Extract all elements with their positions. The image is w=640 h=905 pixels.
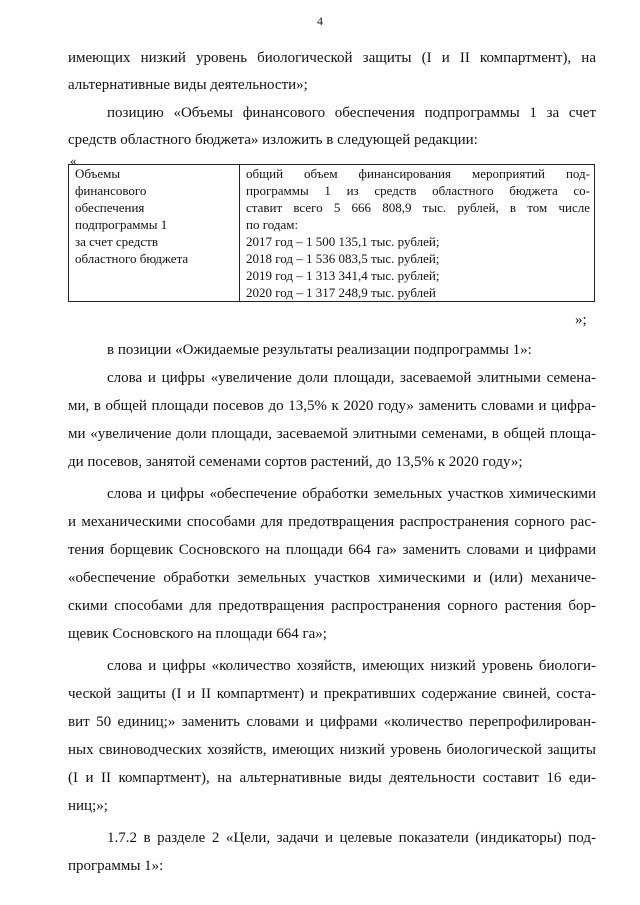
label-line: финансового — [75, 183, 147, 198]
text-line: скими способами для предотвращения распространения сорного растения бор- — [68, 598, 596, 614]
text-line: имеющих низкий уровень биологической защиты (I и II компартмент), на — [68, 50, 596, 66]
text-line: и механическими способами для предотвращения распространения сорного рас- — [68, 514, 596, 530]
text-line: вит 50 единиц;» заменить словами и цифрами «количество перепрофилирован- — [68, 714, 596, 730]
text-line: слова и цифры «увеличение доли площади, засеваемой элитными семена- — [107, 370, 596, 386]
value-line: общий объем финансирования мероприятий под- — [246, 166, 590, 181]
value-line: по годам: — [246, 217, 299, 232]
label-line: Объемы — [75, 166, 121, 181]
text-line: «обеспечение обработки земельных участков химическими и (или) механиче- — [68, 570, 596, 586]
value-line: программы 1 из средств областного бюджета со- — [246, 183, 590, 198]
table-cell-value — [240, 165, 595, 302]
text-line: ниц;»; — [68, 798, 108, 814]
text-line: позицию «Объемы финансового обеспечения подпрограммы 1 за счет — [107, 105, 596, 121]
text-line: альтернативные виды деятельности»; — [68, 77, 308, 93]
label-line: подпрограммы 1 — [75, 217, 168, 232]
label-line: за счет средств — [75, 234, 158, 249]
text-line: средств областного бюджета» изложить в следующей редакции: — [68, 132, 478, 148]
table-cell-label — [69, 165, 240, 302]
label-line: областного бюджета — [75, 251, 189, 266]
text-line: программы 1»: — [68, 858, 164, 874]
page-number: 4 — [317, 14, 323, 28]
text-line: слова и цифры «количество хозяйств, имеющих низкий уровень биологи- — [107, 658, 596, 674]
text-line: ческой защиты (I и II компартмент) и прекративших содержание свиней, соста- — [68, 686, 596, 702]
text-line: тения борщевик Сосновского на площади 664 га» заменить словами и цифрами — [68, 542, 596, 558]
value-line: 2019 год – 1 313 341,4 тыс. рублей; — [246, 268, 440, 283]
text-line: в позиции «Ожидаемые результаты реализации подпрограммы 1»: — [107, 342, 532, 358]
opening-quote: « — [70, 153, 77, 168]
text-line: ных свиноводческих хозяйств, имеющих низкий уровень биологической защиты — [68, 742, 596, 758]
text-line: щевик Сосновского на площади 664 га»; — [68, 626, 327, 642]
text-line: (I и II компартмент), на альтернативные виды деятельности составит 16 еди- — [68, 770, 596, 786]
value-line: 2020 год – 1 317 248,9 тыс. рублей — [246, 285, 436, 300]
closing-quote: »; — [575, 312, 587, 328]
funding-table — [68, 164, 595, 302]
text-line: ди посевов, занятой семенами сортов растений, до 13,5% к 2020 году»; — [68, 454, 523, 470]
table-row — [69, 165, 595, 302]
label-line: обеспечения — [75, 200, 145, 215]
text-line: ми «увеличение доли площади, засеваемой элитными семенами, в общей площа- — [68, 426, 596, 442]
text-line: слова и цифры «обеспечение обработки земельных участков химическими — [107, 486, 596, 502]
text-line: 1.7.2 в разделе 2 «Цели, задачи и целевые показатели (индикаторы) под- — [107, 830, 596, 846]
value-line: ставит всего 5 666 808,9 тыс. рублей, в том числе — [246, 200, 590, 215]
value-line: 2017 год – 1 500 135,1 тыс. рублей; — [246, 234, 440, 249]
text-line: ми, в общей площади посевов до 13,5% к 2020 году» заменить словами и цифра- — [68, 398, 596, 414]
value-line: 2018 год – 1 536 083,5 тыс. рублей; — [246, 251, 440, 266]
